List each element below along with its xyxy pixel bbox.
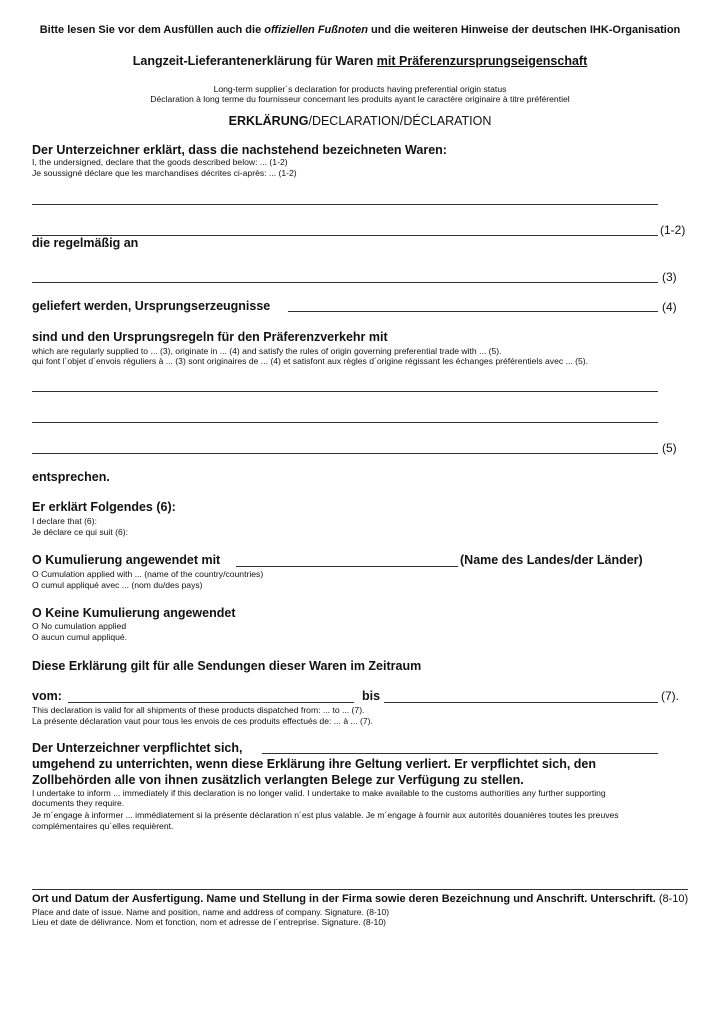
period-de: Diese Erklärung gilt für alle Sendungen dieser Waren im Zeitraum: [32, 659, 422, 673]
origin-line[interactable]: [288, 311, 658, 312]
footer-fr: Lieu et date de délivrance. Nom et fonction, nom et adresse de l´entreprise. Signature. (8-10): [32, 917, 386, 927]
cumulation-suffix: (Name des Landes/der Länder): [460, 553, 643, 567]
undertake-de-2: umgehend zu unterrichten, wenn diese Erklärung ihre Geltung verliert. Er verpflichtet sich, den: [32, 757, 597, 771]
period-to-label: bis: [362, 689, 381, 703]
recipient-line[interactable]: [32, 282, 658, 283]
goods-line-1[interactable]: [32, 204, 658, 205]
sec4-en: which are regularly supplied to ... (3), originate in ... (4) and satisfy the rules of origin governing preferential trade with ... (5).: [32, 346, 502, 356]
sec4-de: sind und den Ursprungsregeln für den Präferenzverkehr mit: [32, 330, 388, 344]
sec1-en: I, the undersigned, declare that the goods described below: ... (1-2): [32, 157, 288, 167]
subtitle-fr: Déclaration à long terme du fournisseur concernant les produits ayant le caractère originaire à titre préférentiel: [150, 94, 570, 104]
sec1-fr: Je soussigné déclare que les marchandises décrites ci-après: ... (1-2): [32, 168, 297, 178]
header-notice: Bitte lesen Sie vor dem Ausfüllen auch die offiziellen Fußnoten und die weiteren Hinweise der deutschen IHK-Organisation: [39, 24, 681, 36]
no-cumulation-en: O No cumulation applied: [32, 621, 127, 631]
inform-party-line[interactable]: [262, 753, 658, 754]
mark-3: (3): [662, 270, 677, 284]
mark-1-2: (1-2): [660, 223, 686, 237]
footer-en: Place and date of issue. Name and position, name and address of company. Signature. (8-10): [32, 907, 390, 917]
cumulation-fr: O cumul appliqué avec ... (nom du/des pays): [32, 580, 203, 590]
no-cumulation-fr: O aucun cumul appliqué.: [32, 632, 128, 642]
period-fr: La présente déclaration vaut pour tous les envois de ces produits effectués de: ... à ... (7).: [32, 716, 373, 726]
signature-line[interactable]: [32, 889, 688, 890]
no-cumulation-option[interactable]: O Keine Kumulierung angewendet: [32, 606, 236, 620]
sec6-fr: Je déclare ce qui suit (6):: [32, 527, 129, 537]
sec6-en: I declare that (6):: [32, 516, 97, 526]
mark-7: (7).: [661, 689, 679, 703]
mark-5: (5): [662, 441, 677, 455]
period-en: This declaration is valid for all shipments of these products dispatched from: ... to ... (7).: [32, 705, 365, 715]
undertake-fr-2: complémentaires qu´elles requièrent.: [32, 821, 174, 831]
period-to-line[interactable]: [384, 702, 658, 703]
undertake-en-2: documents they require.: [32, 798, 125, 808]
footer-de: Ort und Datum der Ausfertigung. Name und Stellung in der Firma sowie deren Bezeichnung und Anschrift. Unterschrift. (8-10): [32, 893, 689, 905]
subtitle-en: Long-term supplier´s declaration for products having preferential origin status: [213, 84, 507, 94]
sec3-de: geliefert werden, Ursprungserzeugnisse: [32, 299, 271, 313]
declaration-heading: ERKLÄRUNG/DECLARATION/DÉCLARATION: [228, 114, 492, 128]
cumulation-option[interactable]: O Kumulierung angewendet mit: [32, 553, 221, 567]
undertake-en-1: I undertake to inform ... immediately if this declaration is no longer valid. I undertake to make available to the customs authorities any further supporting: [32, 788, 606, 798]
undertake-fr-1: Je m´engage à informer ... immédiatement si la présente déclaration n´est plus valable. Je m´engage à fournir aux autorités douanières toutes les preuves: [32, 810, 619, 820]
cumulation-en: O Cumulation applied with ... (name of the country/countries): [32, 569, 264, 579]
cumulation-countries-line[interactable]: [236, 566, 458, 567]
sec5-de: entsprechen.: [32, 470, 110, 484]
mark-4: (4): [662, 300, 677, 314]
trade-line-3[interactable]: [32, 453, 658, 454]
trade-line-2[interactable]: [32, 422, 658, 423]
form-title: Langzeit-Lieferantenerklärung für Waren mit Präferenzursprungseigenschaft: [132, 54, 588, 68]
sec2-de: die regelmäßig an: [32, 236, 139, 250]
sec1-de: Der Unterzeichner erklärt, dass die nachstehend bezeichneten Waren:: [32, 143, 447, 157]
undertake-de-1: Der Unterzeichner verpflichtet sich,: [32, 741, 243, 755]
sec4-fr: qui font l´objet d´envois réguliers à ... (3) sont originaires de ... (4) et satisfont aux règles d´origine régissant les échanges préférentiels avec ... (5).: [32, 356, 589, 366]
period-from-label: vom:: [32, 689, 62, 703]
period-from-line[interactable]: [68, 702, 354, 703]
sec6-de: Er erklärt Folgendes (6):: [32, 500, 176, 514]
header-notice-emphasis: offiziellen Fußnoten: [264, 24, 368, 36]
form-title-underlined: mit Präferenzursprungseigenschaft: [376, 54, 588, 68]
trade-line-1[interactable]: [32, 391, 658, 392]
undertake-de-3: Zollbehörden alle von ihnen zusätzlich verlangten Belege zur Verfügung zu stellen.: [32, 773, 524, 787]
